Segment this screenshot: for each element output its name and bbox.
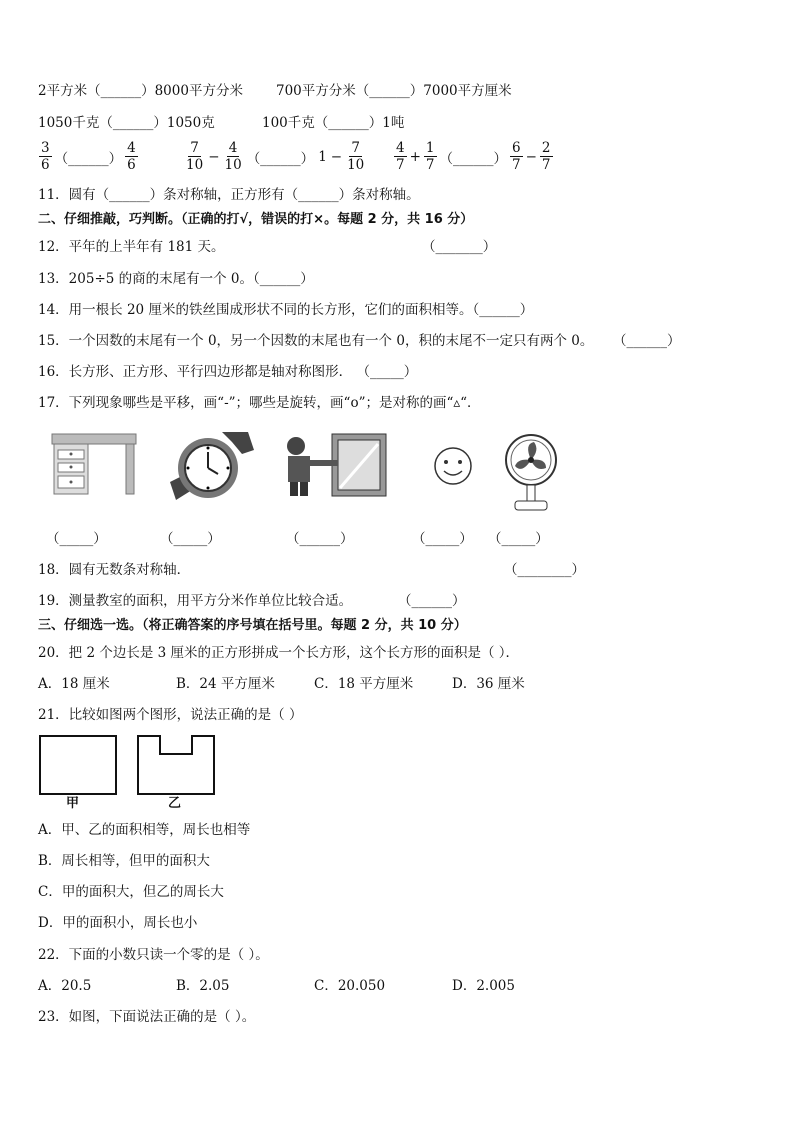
option-a[interactable]: A．20.5 [38,978,92,994]
compare-item-2: 700平方分米（______）7000平方厘米 [276,83,512,99]
section-2-heading: 二、仔细推敲，巧判断。（正确的打√，错误的打×。每题 2 分，共 16 分） [38,212,474,227]
question-12: 12．平年的上半年有 181 天。 [38,239,225,255]
answer-blank[interactable]: （_____） [160,531,221,547]
answer-blank[interactable]: （_____） [488,531,549,547]
section-3-heading: 三、仔细选一选。（将正确答案的序号填在括号里。每题 2 分，共 10 分） [38,618,467,633]
option-d[interactable]: D．甲的面积小，周长也小 [38,915,198,931]
fraction: $\frac{6}{7}$ [512,140,521,173]
option-d[interactable]: D．36 厘米 [452,676,525,692]
fraction: $\frac{7}{10}$ [347,140,365,173]
option-c[interactable]: C．18 平方厘米 [314,676,414,692]
shape-yi [138,736,214,794]
question-17: 17．下列现象哪些是平移，画“-”；哪些是旋转，画“o”；是对称的画“▵“． [38,395,481,411]
answer-blank[interactable]: （______） [286,531,354,547]
answer-blank[interactable]: （_______） [422,239,497,255]
answer-blank[interactable]: （________） [504,562,585,578]
question-15: 15．一个因数的末尾有一个 0，另一个因数的末尾也有一个 0，积的末尾不一定只有两个 0。 [38,333,594,349]
fraction-compare-2: $\frac{7}{10}$ − $\frac{4}{10}$ （______） 1 − $\frac{7}{10}$ [186,140,365,173]
fraction: $\frac{4}{6}$ [127,140,136,173]
fraction-compare-1 [38,140,139,173]
fraction: $\frac{7}{10}$ [186,140,204,173]
desk-image [50,432,140,498]
answer-blank[interactable]: （______） [54,150,123,167]
option-b[interactable]: B．24 平方厘米 [176,676,275,692]
question-13: 13．205÷5 的商的末尾有一个 0。（______） [38,271,314,287]
watch-image [162,428,258,504]
question-16: 16．长方形、正方形、平行四边形都是轴对称图形． （_____） [38,364,418,380]
question-22: 22．下面的小数只读一个零的是（ ）。 [38,947,269,963]
fraction: $\frac{2}{7}$ [541,140,551,173]
option-b[interactable]: B．2.05 [176,978,230,994]
question-23: 23．如图，下面说法正确的是（ ）。 [38,1009,256,1025]
question-20: 20．把 2 个边长是 3 厘米的正方形拼成一个长方形，这个长方形的面积是（ ）． [38,645,520,661]
compare-item-1: 2平方米（______）8000平方分米 [38,83,243,99]
question-21: 21．比较如图两个图形，说法正确的是（ ） [38,707,303,723]
compare-item-4: 100千克（______）1吨 [262,115,405,131]
option-d[interactable]: D．2.005 [452,978,515,994]
answer-blank[interactable]: （______） [398,593,466,609]
answer-blank[interactable]: （______） [439,150,507,167]
shapes-figure [38,734,220,796]
answer-blank[interactable]: （_____） [46,531,107,547]
question-18: 18．圆有无数条对称轴． [38,562,191,578]
fraction: $\frac{4}{10}$ [224,140,242,173]
fraction-compare-3: $\frac{4}{7}$ + $\frac{1}{7}$ （______） $\frac{6}{7}$ − $\frac{2}{7}$ [396,140,551,173]
fraction: $\frac{3}{6}$ [41,140,50,173]
fraction: $\frac{1}{7}$ [425,140,435,173]
option-b[interactable]: B．周长相等，但甲的面积大 [38,853,210,869]
question-14: 14．用一根长 20 厘米的铁丝围成形状不同的长方形，它们的面积相等。（______） [38,302,534,318]
electric-fan-image [502,432,560,514]
answer-blank[interactable]: （______） [613,333,681,349]
option-c[interactable]: C．甲的面积大，但乙的周长大 [38,884,224,900]
fraction: $\frac{4}{7}$ [396,140,405,173]
shape-jia [40,736,116,794]
window-push-image [282,432,388,498]
answer-blank[interactable]: （_____） [412,531,473,547]
question-11: 11．圆有（______）条对称轴，正方形有（______）条对称轴。 [38,187,420,203]
option-a[interactable]: A．甲、乙的面积相等，周长也相等 [38,822,251,838]
shape-label-jia: 甲 [66,796,80,811]
answer-blank[interactable]: （______） [246,150,315,167]
option-c[interactable]: C．20.050 [314,978,386,994]
smiley-face-image [432,446,474,486]
shape-label-yi: 乙 [168,796,182,811]
compare-item-3: 1050千克（______）1050克 [38,115,215,131]
question-19: 19．测量教室的面积，用平方分米作单位比较合适。 [38,593,353,609]
option-a[interactable]: A．18 厘米 [38,676,110,692]
